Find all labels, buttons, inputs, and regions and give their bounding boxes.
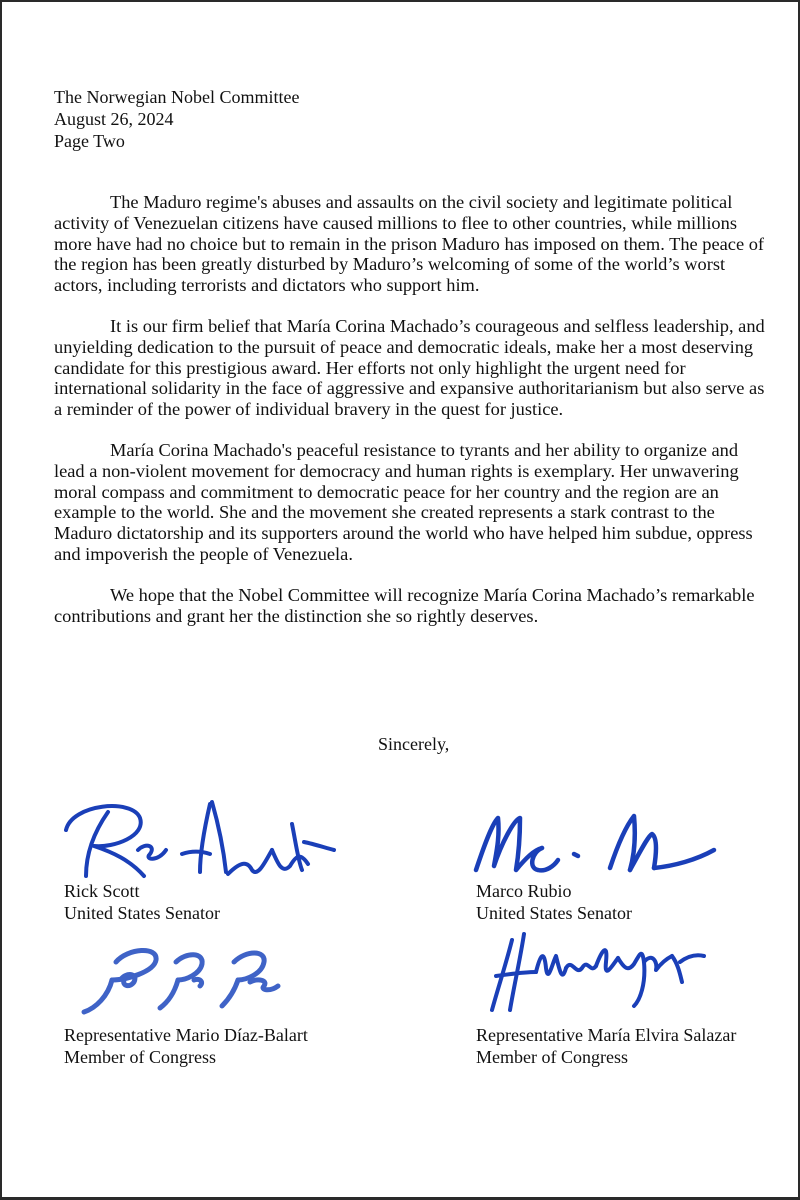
body-paragraph: It is our firm belief that María Corina Machado’s courageous and selfless leadership, and unyielding dedication to the pursuit of peace and democratic ideals, make her a most deserving candidate for this prestigious award. Her efforts not only highlight the urgent need for international solidarity in the face of aggressive and expansive authoritarianism but also serve as a reminder of the power of individual bravery in the quest for justice. xyxy=(54,315,765,420)
page-border-left xyxy=(0,0,2,1200)
signatory-block xyxy=(476,880,632,924)
body-paragraph: The Maduro regime's abuses and assaults on the civil society and legitimate political activity of Venezuelan citizens have caused millions to flee to other countries, while millions more have had no choice but to remain in the prison Maduro has imposed on them. The peace of the region has been greatly disturbed by Maduro’s welcoming of some of the world’s worst actors, including terrorists and dictators who support him. xyxy=(54,192,765,296)
closing-salutation: Sincerely, xyxy=(378,734,450,754)
signature-rick-scott xyxy=(60,790,350,885)
signatory-name: Rick Scott xyxy=(64,881,140,901)
recipient-line: The Norwegian Nobel Committee xyxy=(54,87,300,107)
signatory-name: Representative Mario Díaz-Balart xyxy=(64,1025,308,1045)
signatory-block xyxy=(64,1024,308,1068)
signatory-title: United States Senator xyxy=(64,903,220,923)
signature-mario-diaz-balart xyxy=(78,940,308,1020)
signatory-title: United States Senator xyxy=(476,903,632,923)
letter-body xyxy=(54,192,766,646)
letter-header xyxy=(54,86,299,152)
date-line: August 26, 2024 xyxy=(54,109,174,129)
signatory-name: Representative María Elvira Salazar xyxy=(476,1025,737,1045)
body-paragraph: We hope that the Nobel Committee will recognize María Corina Machado’s remarkable contributions and grant her the distinction she so rightly deserves. xyxy=(54,584,755,626)
body-paragraph: María Corina Machado's peaceful resistance to tyrants and her ability to organize and lead a non-violent movement for democracy and human rights is exemplary. Her unwavering moral compass and commitment to democratic peace for her country and the region are an example to the world. She and the movement she created represents a stark contrast to the Maduro dictatorship and its supporters around the world who have helped him subdue, oppress and impoverish the people of Venezuela. xyxy=(54,439,753,564)
signature-marco-rubio xyxy=(470,808,720,883)
signature-maria-elvira-salazar xyxy=(484,928,714,1018)
signatory-name: Marco Rubio xyxy=(476,881,572,901)
signatory-block xyxy=(476,1024,736,1068)
signatory-title: Member of Congress xyxy=(476,1047,628,1067)
signatory-block xyxy=(64,880,220,924)
page-number-line: Page Two xyxy=(54,131,125,151)
page-border-top xyxy=(0,0,800,2)
signatory-title: Member of Congress xyxy=(64,1047,216,1067)
